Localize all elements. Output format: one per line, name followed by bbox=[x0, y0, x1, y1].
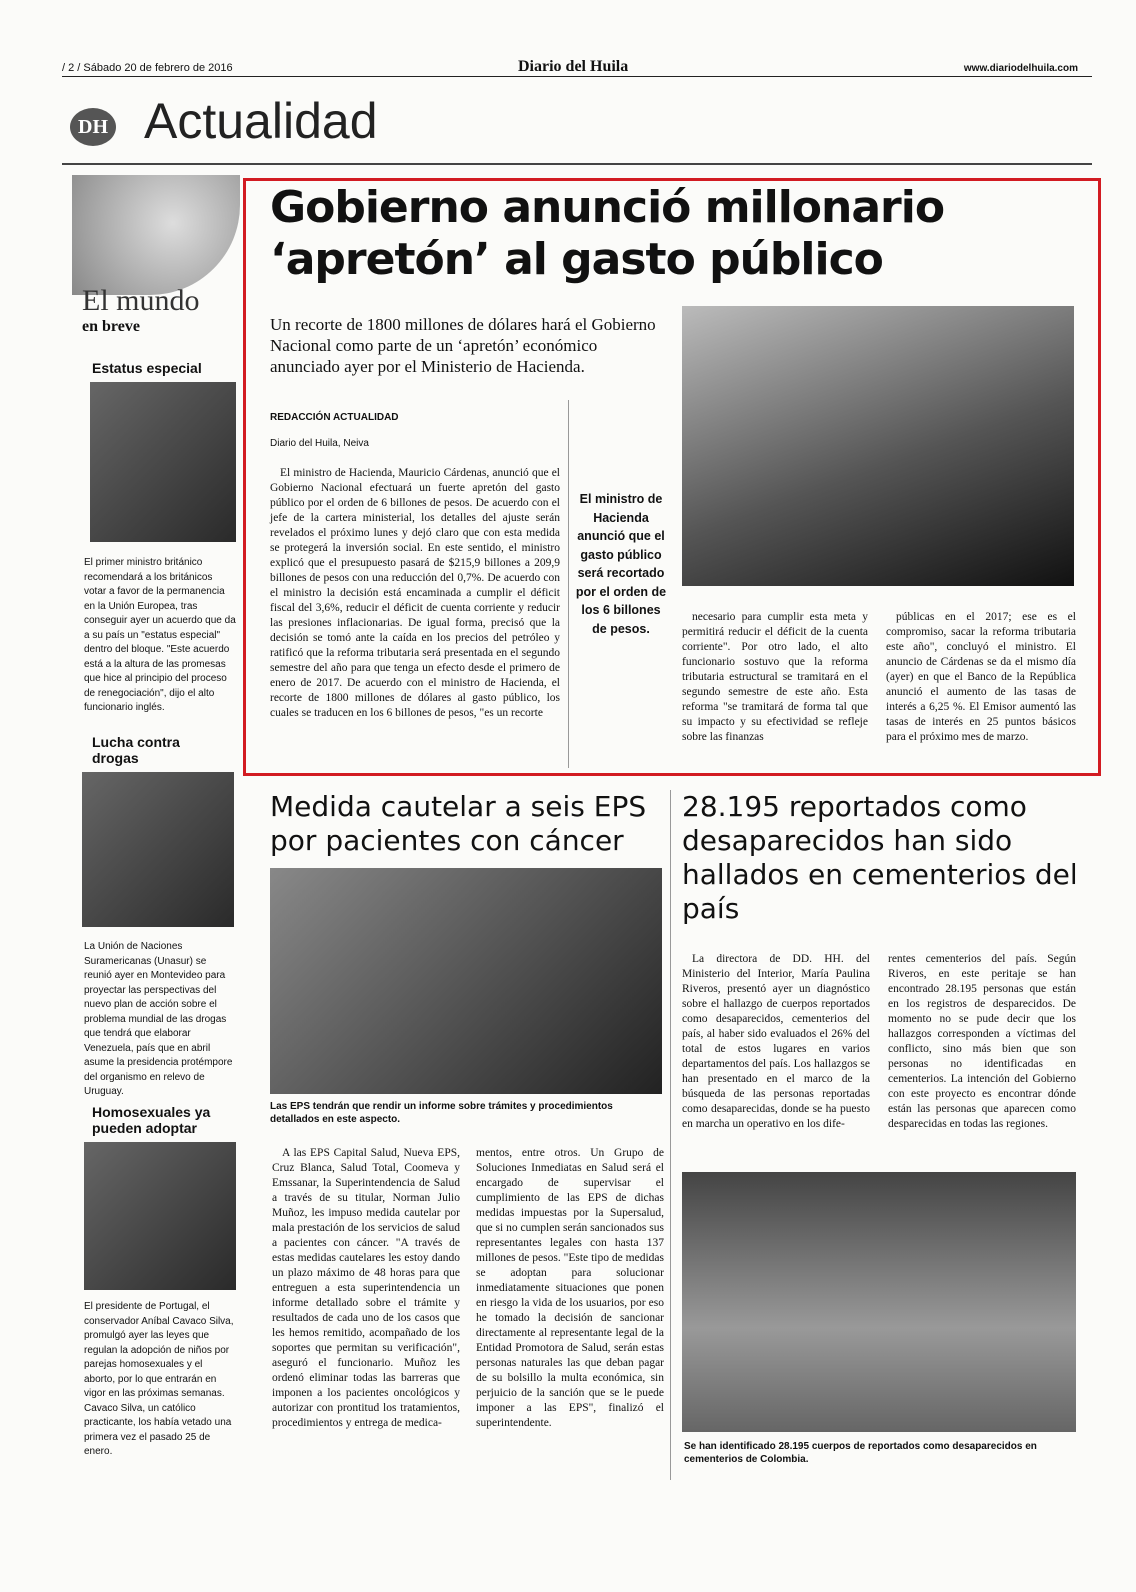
brief-title: Lucha contra drogas bbox=[92, 734, 180, 766]
eps-headline: Medida cautelar a seis EPS por pacientes con cáncer bbox=[270, 790, 647, 857]
main-body-col2: necesario para cumplir esta meta y permitirá reducir el déficit de la cuenta corriente". Por otro lado, el alto funcionario sostuvo que la reforma tributaria estructural se tramitará en el segundo semestre de este año. Esta reforma "se tramitará de forma tal que su impacto y su efectividad se refleje sobre las finanzas bbox=[682, 611, 868, 743]
section-rule bbox=[62, 163, 1092, 165]
brief-text: La Unión de Naciones Suramericanas (Unasur) se reunió ayer en Montevideo para proyectar las perspectivas del nuevo plan de acción sobre el problema mundial de las drogas que tendrá que elaborar Venezuela, país que en abril asume la presidencia protémpore del organismo en relevo de Uruguay. bbox=[84, 941, 233, 1097]
website-url[interactable]: www.diariodelhuila.com bbox=[963, 63, 1078, 74]
brief-photo bbox=[90, 382, 236, 542]
newspaper-name: Diario del Huila bbox=[518, 58, 629, 75]
eps-caption: Las EPS tendrán que rendir un informe sobre trámites y procedimientos detallados en este aspecto. bbox=[270, 1101, 613, 1125]
sidebar-title: El mundo bbox=[82, 284, 200, 317]
brief-text: El primer ministro británico recomendará a los británicos votar a favor de la permanencia en la Unión Europea, tras conseguir ayer un acuerdo que da a su país un "estatus especial" dentro del bloque. "Este acuerdo está a la altura de las promesas que hice al principio del proceso de renegociación", dijo el alto funcionario inglés. bbox=[84, 557, 236, 713]
main-headline: Gobierno anunció millonario ‘apretón’ al gasto público bbox=[270, 182, 945, 285]
minister-photo bbox=[682, 306, 1074, 586]
dateline: Diario del Huila, Neiva bbox=[270, 438, 369, 449]
desap-headline: 28.195 reportados como desaparecidos han sido hallados en cementerios del país bbox=[682, 790, 1078, 925]
folio: / 2 / Sábado 20 de febrero de 2016 bbox=[62, 62, 233, 74]
column-rule bbox=[568, 400, 569, 768]
section-title: Actualidad bbox=[144, 93, 378, 149]
eps-body-col2: mentos, entre otros. Un Grupo de Soluciones Inmediatas en Salud será el encargado de supervisar el cumplimiento de las EPS de dichas medidas impuestas por la Supersalud, que si no cumplen serán sancionados sus representantes legales con hasta 137 millones de pesos. "Este tipo de medidas se adoptan para solucionar inmediatamente situaciones que ponen en riesgo la vida de los usuarios, por eso he tomado la decisión de sancionar directamente al representante legal de la Entidad Promotora de Salud, serán estas personas naturales las que deban pagar de su bolsillo la multa económica, sin perjuicio de la sanción que se le puede imponer a las EPS", finalizó el superintendente. bbox=[476, 1147, 664, 1429]
desap-caption: Se han identificado 28.195 cuerpos de reportados como desaparecidos en cementerios de Colombia. bbox=[684, 1441, 1037, 1465]
globe-graphic bbox=[72, 175, 240, 295]
brief-photo bbox=[82, 772, 234, 927]
brief-photo bbox=[84, 1142, 236, 1290]
pull-quote: El ministro de Hacienda anunció que el gasto público será recortado por el orden de los 6 billones de pesos. bbox=[575, 492, 667, 636]
main-body-col1: El ministro de Hacienda, Mauricio Cárdenas, anunció que el Gobierno Nacional efectuará un fuerte apretón del gasto público por el orden de 6 billones de pesos. De acuerdo con el jefe de la cartera ministerial, los detalles del ajuste serán revelados el próximo lunes y dejó claro que con esta medida se protegerá la inversión social. En este sentido, el ministro explicó que el presupuesto pasará de $215,9 billones a 209,9 billones de pesos con una reducción del 0,7%. De acuerdo con el ministro la decisión está encaminada a cumplir el déficit fiscal del 3,6%, reducir el déficit de cuenta corriente y reducir las presiones inflacionarias. De igual forma, precisó que la decisión se tomó ante la caída en los precios del petróleo y ratificó que la reforma tributaria será presentada en el segundo semestre del año para que tenga un efecto desde el primero de enero de 2017. De acuerdo con el ministro de Hacienda, el recorte de 1800 millones de dólares al gasto público, los cuales se traducen en los 6 billones de pesos, "es un recorte bbox=[270, 467, 560, 719]
brief-title: Homosexuales ya pueden adoptar bbox=[92, 1104, 211, 1136]
eps-body-col1: A las EPS Capital Salud, Nueva EPS, Cruz Blanca, Salud Total, Coomeva y Emssanar, la Superintendencia de Salud a través de su titular, Norman Julio Muñoz, les impuso medida cautelar por mala prestación de los servicios de salud a pacientes con cáncer. "A través de estas medidas cautelares les estoy dando un plazo máximo de 48 horas para que entreguen a esta superintendencia un informe detallado sobre el trámite y resultados de cada uno de los casos que les hemos remitido, acompañado de los soportes que permitan su verificación", aseguró el funcionario. Muñoz les ordenó eliminar todas las barreras que imponen a los pacientes oncológicos y autorizar con prontitud los tratamientos, procedimientos y entrega de medica- bbox=[272, 1147, 460, 1429]
desap-body-col2: rentes cementerios del país. Según Riveros, en este peritaje se han encontrado 28.195 personas que están en los registros de desparecidos. De momento no se pude decir que los hallazgos corresponden a víctimas del conflicto, sino más bien que son personas no identificadas en cementerios. La intención del Gobierno con este proyecto es encontrar dónde están las personas que aparecen como desparecidas en todas las regiones. bbox=[888, 953, 1076, 1130]
main-lede: Un recorte de 1800 millones de dólares hará el Gobierno Nacional como parte de un ‘apretón’ económico anunciado ayer por el Ministerio de Hacienda. bbox=[270, 315, 656, 376]
brief-title: Estatus especial bbox=[92, 360, 202, 376]
hands-photo bbox=[270, 868, 662, 1094]
byline: REDACCIÓN ACTUALIDAD bbox=[270, 412, 399, 423]
desap-body-col1: La directora de DD. HH. del Ministerio del Interior, María Paulina Riveros, presentó ayer un diagnóstico sobre el hallazgo de cuerpos reportados como desaparecidos, cementerios del país, al haber sido evaluados el 26% del total de estos lugares en varios departamentos del país. Los hallazgos se han presentado en el marco de la búsqueda de las personas reportadas como desaparecidas, donde se ha puesto en marcha un operativo en los dife- bbox=[682, 953, 870, 1130]
cemetery-photo bbox=[682, 1172, 1076, 1432]
brief-text: El presidente de Portugal, el conservador Aníbal Cavaco Silva, promulgó ayer las leyes que regulan la adopción de niños por parejas homosexuales y el aborto, por lo que entrarán en vigor en las próximas semanas. Cavaco Silva, un católico practicante, los había vetado una primera vez el pasado 25 de enero. bbox=[84, 1301, 234, 1457]
header-rule bbox=[62, 76, 1092, 77]
column-rule bbox=[670, 790, 671, 1480]
main-body-col3: públicas en el 2017; ese es el compromiso, sacar la reforma tributaria este año", concluyó el ministro. El anuncio de Cárdenas se da el mismo día (ayer) en que el Banco de la República anunció el aumento de las tasas de interés a 6,25 %. El Emisor aumentó las tasas de interés en 25 puntos básicos para el próximo mes de marzo. bbox=[886, 611, 1076, 743]
dh-logo: DH bbox=[70, 108, 116, 146]
sidebar-subtitle: en breve bbox=[82, 318, 140, 335]
